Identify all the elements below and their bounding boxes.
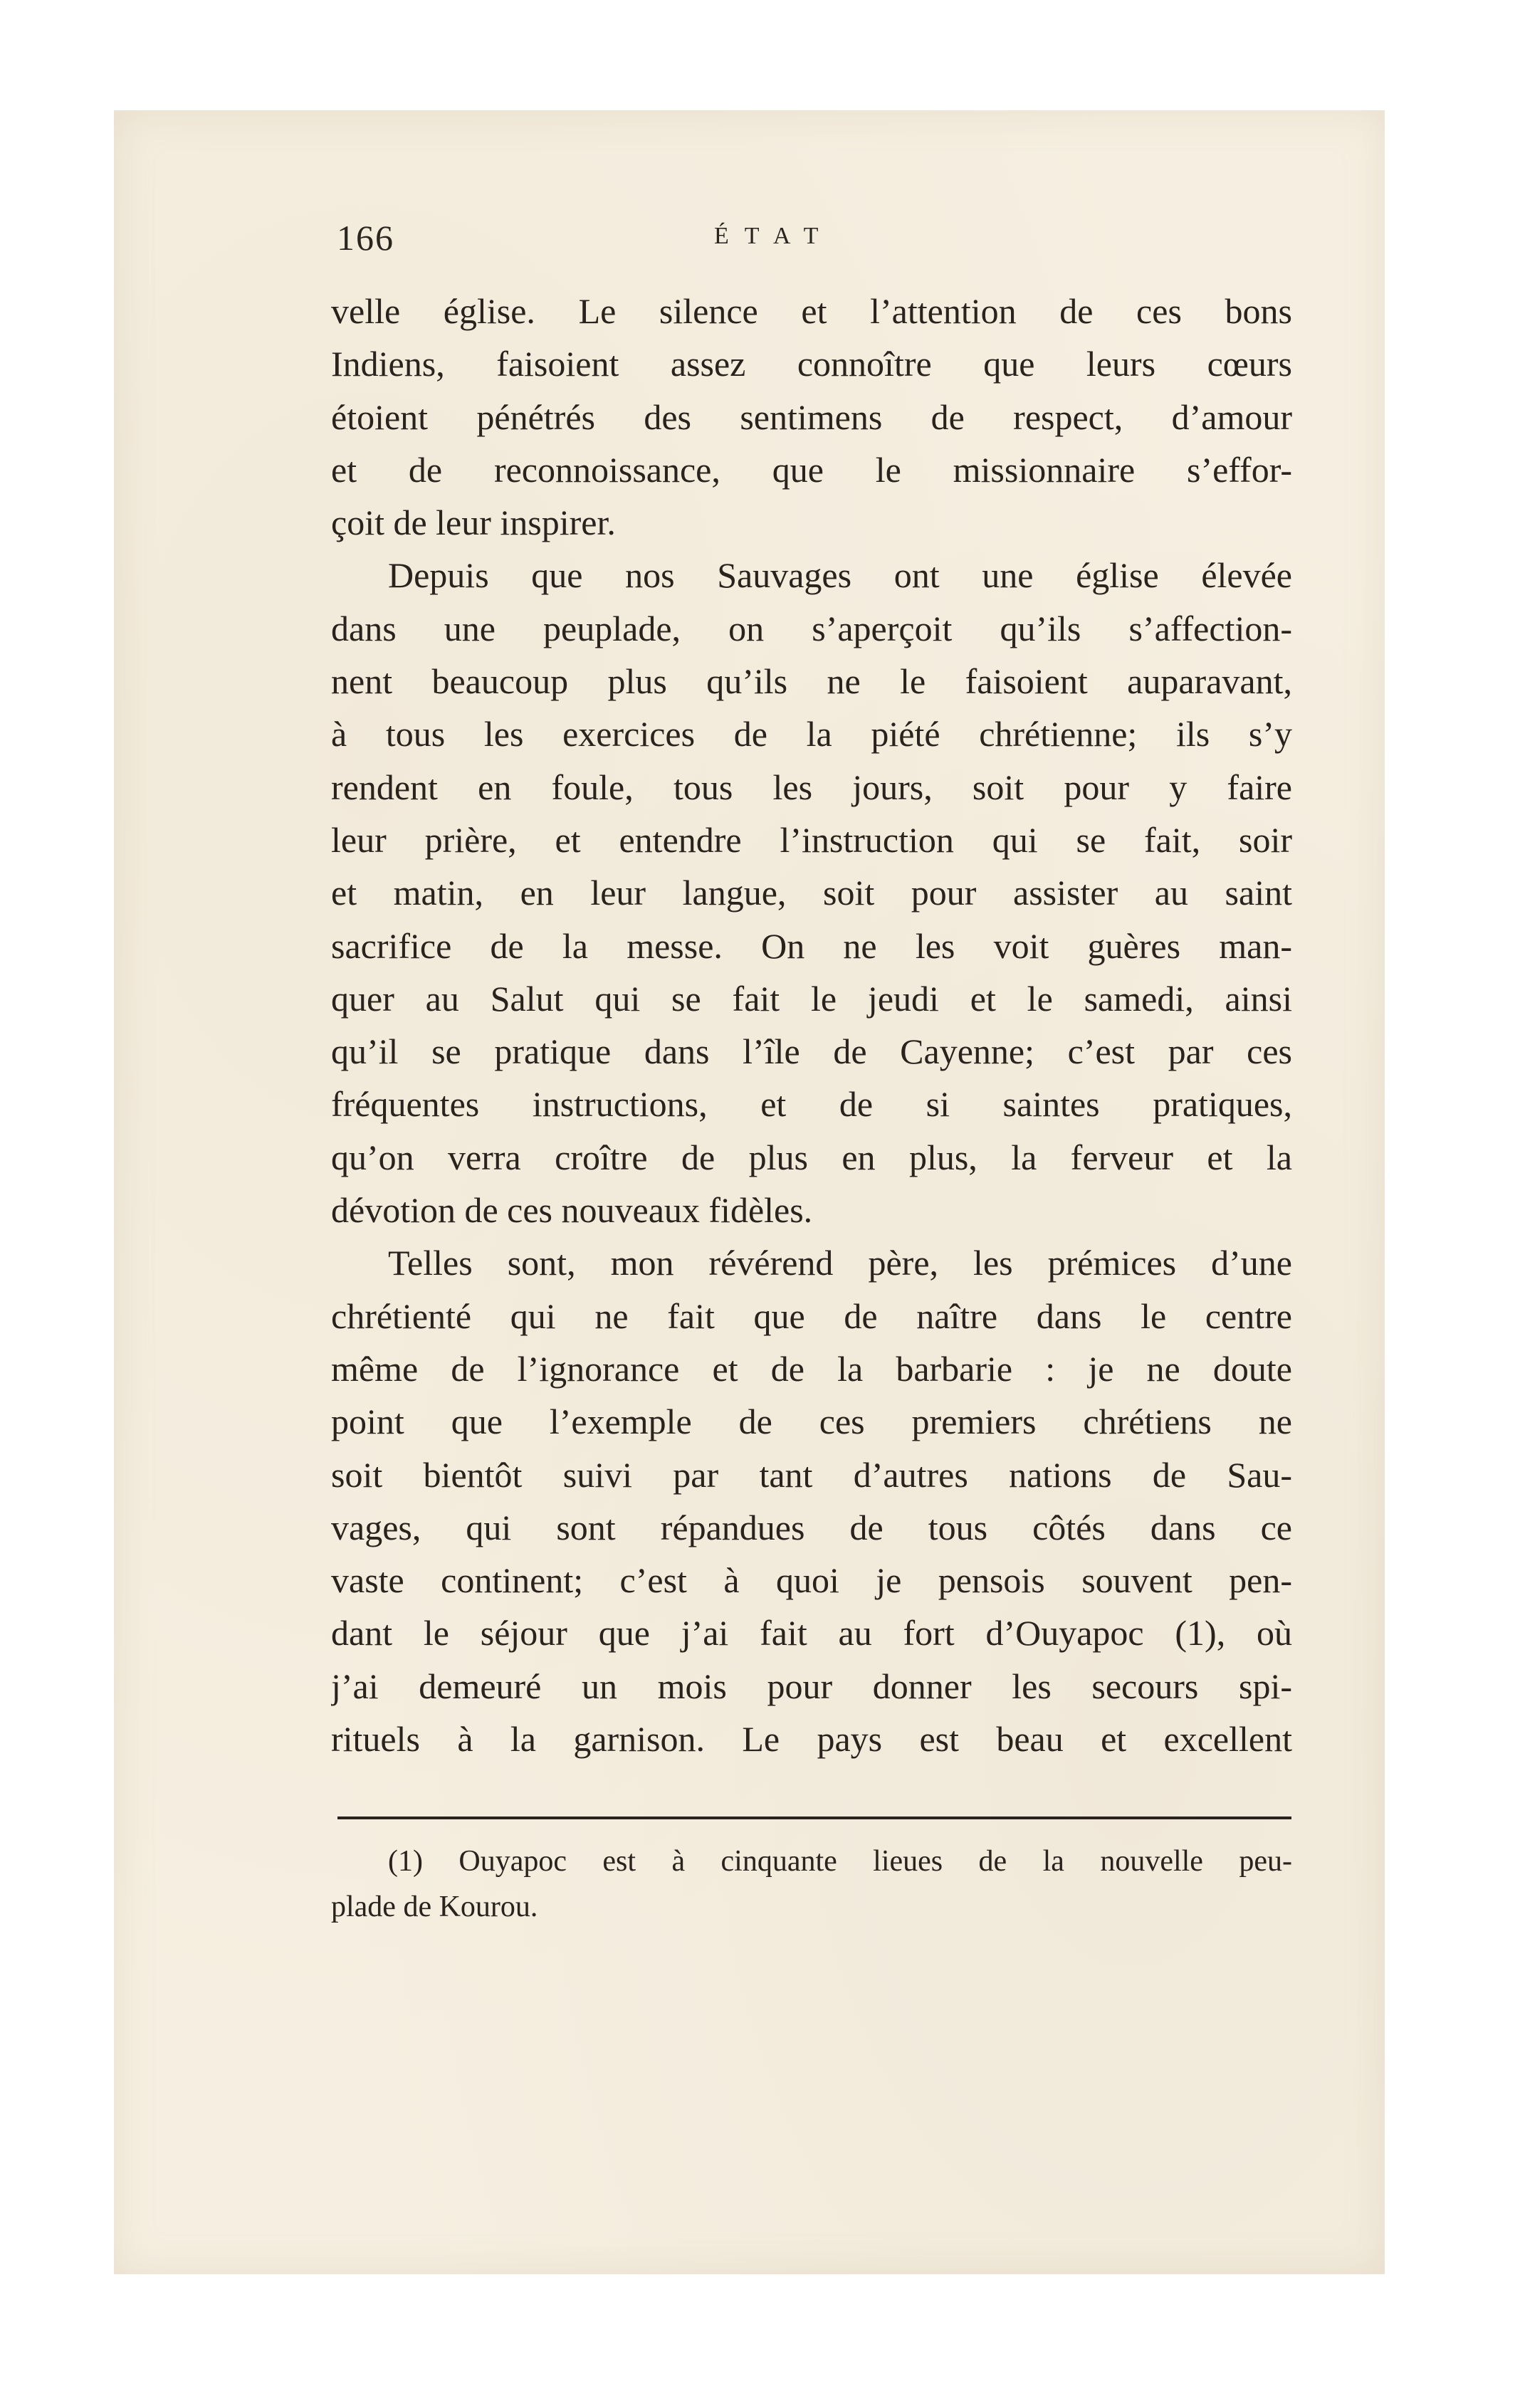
text-line: j’ai demeuré un mois pour donner les secours spi- [331,1666,1292,1706]
text-line: vages, qui sont répandues de tous côtés dans ce [331,1507,1292,1547]
running-head: ÉTAT [714,223,834,249]
text-line: soit bientôt suivi par tant d’autres nations de Sau- [331,1454,1292,1495]
text-line: Indiens, faisoient assez connoître que leurs cœurs [331,344,1292,384]
text-line: dévotion de ces nouveaux fidèles. [331,1190,813,1231]
text-line: qu’il se pratique dans l’île de Cayenne; c’est par ces [331,1031,1292,1072]
text-line: rendent en foule, tous les jours, soit pour y faire [331,767,1292,807]
text-line: çoit de leur inspirer. [331,503,616,543]
text-line: même de l’ignorance et de la barbarie : je ne doute [331,1348,1292,1389]
text-line: et matin, en leur langue, soit pour assister au saint [331,873,1292,913]
text-line: sacrifice de la messe. On ne les voit guères man- [331,925,1292,966]
text-line: point que l’exemple de ces premiers chrétiens ne [331,1402,1292,1442]
page-number: 166 [337,218,394,258]
text-line: dant le séjour que j’ai fait au fort d’Ouyapoc (1), où [331,1613,1292,1653]
text-line: Telles sont, mon révérend père, les prémices d’une [388,1243,1292,1283]
text-line: rituels à la garnison. Le pays est beau et excellent [331,1719,1292,1760]
text-line: chrétienté qui ne fait que de naître dans le centre [331,1295,1292,1336]
text-line: velle église. Le silence et l’attention de ces bons [331,291,1292,331]
text-line: vaste continent; c’est à quoi je pensois souvent pen- [331,1560,1292,1601]
text-line: qu’on verra croître de plus en plus, la ferveur et la [331,1137,1292,1177]
text-line: étoient pénétrés des sentimens de respect, d’amour [331,396,1292,437]
text-line: à tous les exercices de la piété chrétienne; ils s’y [331,714,1292,755]
text-line: quer au Salut qui se fait le jeudi et le samedi, ainsi [331,978,1292,1019]
footnote-rule [337,1816,1291,1819]
footnote-line: plade de Kourou. [331,1891,538,1923]
text-line: nent beaucoup plus qu’ils ne le faisoient auparavant, [331,661,1292,702]
footnote [331,1839,1292,1930]
text-line: leur prière, et entendre l’instruction qui se fait, soir [331,819,1292,860]
text-line: et de reconnoissance, que le missionnaire s’effor- [331,449,1292,490]
footnote-line: (1) Ouyapoc est à cinquante lieues de la nouvelle peu- [388,1845,1292,1878]
page-header [337,217,1291,260]
text-line: fréquentes instructions, et de si saintes pratiques, [331,1084,1292,1125]
text-line: Depuis que nos Sauvages ont une église élevée [388,555,1292,596]
body-text [331,285,1292,1765]
text-line: dans une peuplade, on s’aperçoit qu’ils s’affection- [331,608,1292,648]
